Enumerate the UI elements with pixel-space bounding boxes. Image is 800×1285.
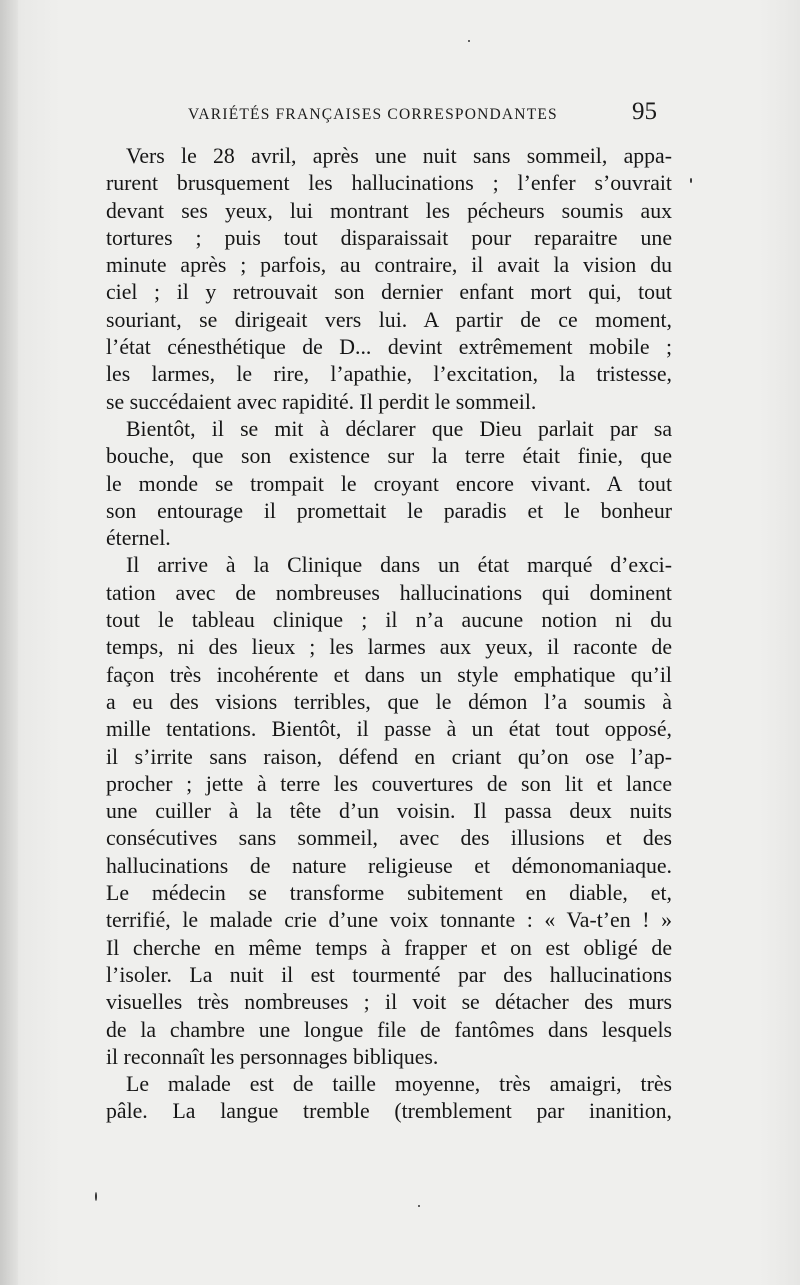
text-line: ciel ; il y retrouvait son dernier enfant mort qui, tout: [106, 280, 672, 305]
text-line: les larmes, le rire, l’apathie, l’excitation, la tristesse,: [106, 362, 672, 387]
text-line: une cuiller à la tête d’un voisin. Il passa deux nuits: [106, 799, 672, 824]
text-line: l’état cénesthétique de D... devint extrêmement mobile ;: [106, 335, 672, 360]
text-line: devant ses yeux, lui montrant les pécheurs soumis aux: [106, 198, 672, 223]
text-line: souriant, se dirigeait vers lui. A partir de ce moment,: [106, 307, 672, 332]
text-line: l’isoler. La nuit il est tourmenté par des hallucinations: [106, 962, 672, 987]
text-line: hallucinations de nature religieuse et démonomaniaque.: [106, 853, 672, 878]
text-line: de la chambre une longue file de fantômes dans lesquels: [106, 1017, 672, 1042]
text-line: rurent brusquement les hallucinations ; l’enfer s’ouvrait: [106, 171, 672, 196]
text-line: temps, ni des lieux ; les larmes aux yeux, il raconte de: [106, 635, 672, 660]
text-line: Le malade est de taille moyenne, très amaigri, très: [126, 1072, 672, 1097]
ink-speck: [690, 178, 692, 183]
page-number: 95: [632, 98, 657, 125]
ink-speck: [418, 1205, 420, 1207]
text-line: façon très incohérente et dans un style emphatique qu’il: [106, 662, 672, 687]
text-line: éternel.: [106, 526, 171, 551]
text-line: visuelles très nombreuses ; il voit se détacher des murs: [106, 990, 672, 1015]
text-line: il reconnaît les personnages bibliques.: [106, 1044, 439, 1069]
text-line: Le médecin se transforme subitement en diable, et,: [106, 881, 672, 906]
text-line: Il arrive à la Clinique dans un état marqué d’exci-: [126, 553, 672, 578]
ink-speck: [468, 40, 470, 42]
text-line: a eu des visions terribles, que le démon l’a soumis à: [106, 689, 672, 714]
text-line: Vers le 28 avril, après une nuit sans sommeil, appa-: [126, 144, 672, 168]
ink-speck: [95, 1192, 97, 1201]
text-line: tation avec de nombreuses hallucinations qui dominent: [106, 580, 672, 605]
text-line: terrifié, le malade crie d’une voix tonnante : « Va-t’en ! »: [106, 908, 672, 933]
text-line: minute après ; parfois, au contraire, il avait la vision du: [106, 253, 672, 278]
running-title: VARIÉTÉS FRANÇAISES CORRESPONDANTES: [188, 106, 558, 123]
text-line: procher ; jette à terre les couvertures de son lit et lance: [106, 771, 672, 796]
text-line: tout le tableau clinique ; il n’a aucune notion ni du: [106, 608, 672, 633]
page-gutter-shadow: [0, 0, 18, 1285]
text-line: tortures ; puis tout disparaissait pour reparaitre une: [106, 225, 672, 250]
text-line: son entourage il promettait le paradis et le bonheur: [106, 498, 672, 523]
text-line: il s’irrite sans raison, défend en criant qu’on ose l’ap-: [106, 744, 672, 769]
text-line: Bientôt, il se mit à déclarer que Dieu parlait par sa: [126, 416, 672, 441]
body-text: [106, 143, 672, 1126]
text-line: pâle. La langue tremble (tremblement par inanition,: [106, 1099, 672, 1124]
text-line: mille tentations. Bientôt, il passe à un état tout opposé,: [106, 717, 672, 742]
text-line: Il cherche en même temps à frapper et on est obligé de: [106, 935, 672, 960]
text-line: se succédaient avec rapidité. Il perdit le sommeil.: [106, 389, 537, 414]
text-line: bouche, que son existence sur la terre était finie, que: [106, 444, 672, 469]
text-line: le monde se trompait le croyant encore vivant. A tout: [106, 471, 672, 496]
text-line: consécutives sans sommeil, avec des illusions et des: [106, 826, 672, 851]
